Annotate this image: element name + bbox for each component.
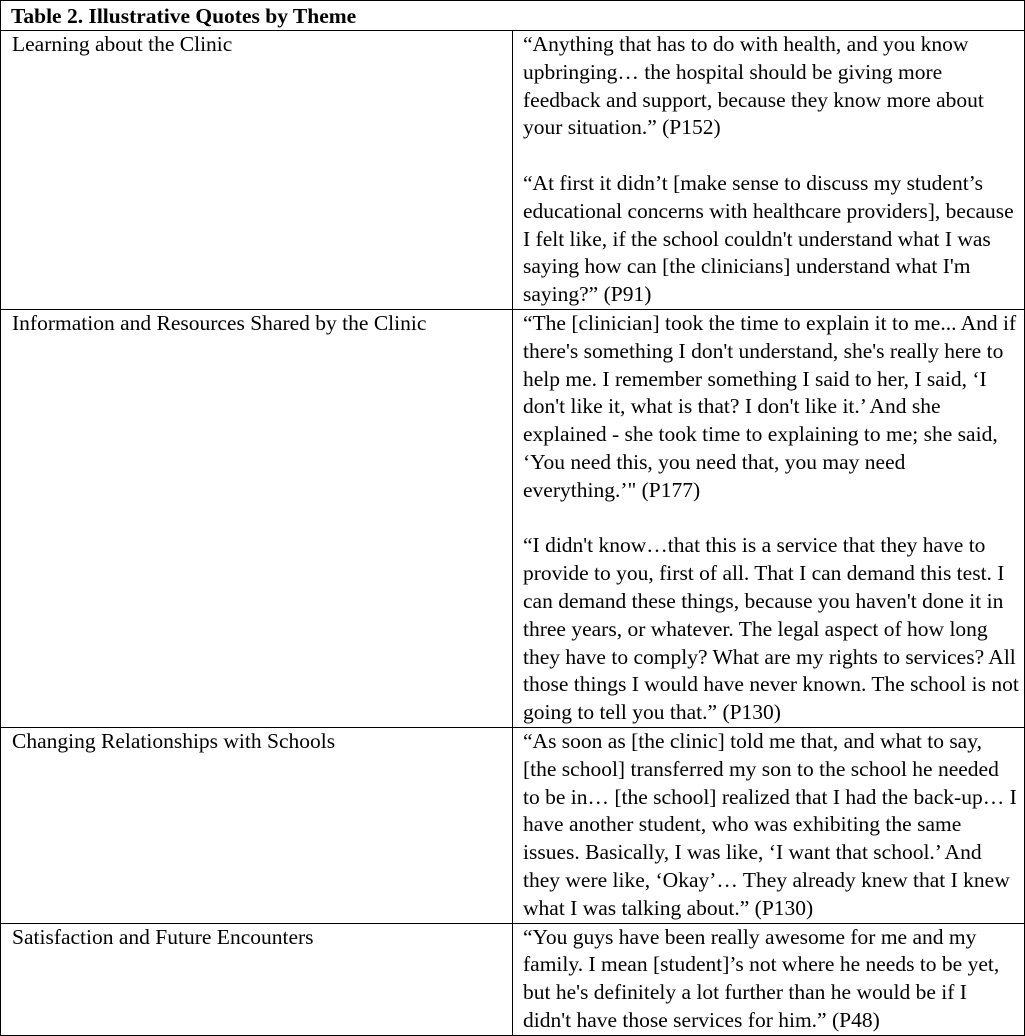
quote-cell — [513, 727, 1025, 923]
theme-cell: Satisfaction and Future Encounters — [1, 923, 513, 1035]
theme-cell: Changing Relationships with Schools — [1, 727, 513, 923]
quote-text: “You guys have been really awesome for me and my family. I mean [student]’s not where he needs to be yet, but he's definitely a lot further than he would be if I didn't have those services for him.” (P48) — [523, 924, 1000, 1032]
theme-cell: Information and Resources Shared by the Clinic — [1, 309, 513, 727]
table-row-information — [1, 309, 1025, 727]
quote-text: “The [clinician] took the time to explain it to me... And if there's something I don't understand, she's really here to help me. I remember something I said to her, I said, ‘I don't like it, what is that? I don't like it.’ And she explained - she took time to explaining to me; she said, ‘You need this, you need that, you may need everything.’" (P177) — [523, 310, 1017, 502]
quote-text: “At first it didn’t [make sense to discuss my student’s educational concerns with healthcare providers], because I felt like, if the school couldn't understand what I was saying how can [the clinicians] understand what I'm saying?” (P91) — [523, 170, 1014, 307]
quote-cell — [513, 309, 1025, 727]
quote-text: “I didn't know…that this is a service that they have to provide to you, first of all. That I can demand this test. I can demand these things, because you haven't done it in three years, or whatever. The legal aspect of how long they have to comply? What are my rights to services? All those things I would have never known. The school is not going to tell you that.” (P130) — [523, 533, 1019, 725]
quote-text: “Anything that has to do with health, and you know upbringing… the hospital should be giving more feedback and support, because they know more about your situation.” (P152) — [523, 32, 984, 140]
table-title: Table 2. Illustrative Quotes by Theme — [1, 1, 1025, 31]
table-row-relationships — [1, 727, 1025, 923]
quote-text: “As soon as [the clinic] told me that, and what to say, [the school] transferred my son to the school he needed to be in… [the school] realized that I had the back-up… I have another student, who was exhibiting the same issues. Basically, I was like, ‘I want that school.’ And they were like, ‘Okay’… They already knew that I knew what I was talking about.” (P130) — [523, 728, 1017, 920]
table-row-learning — [1, 31, 1025, 310]
table-row-satisfaction — [1, 923, 1025, 1035]
quote-cell — [513, 31, 1025, 310]
quote-cell — [513, 923, 1025, 1035]
theme-cell: Learning about the Clinic — [1, 31, 513, 310]
table-title-row — [1, 1, 1025, 31]
